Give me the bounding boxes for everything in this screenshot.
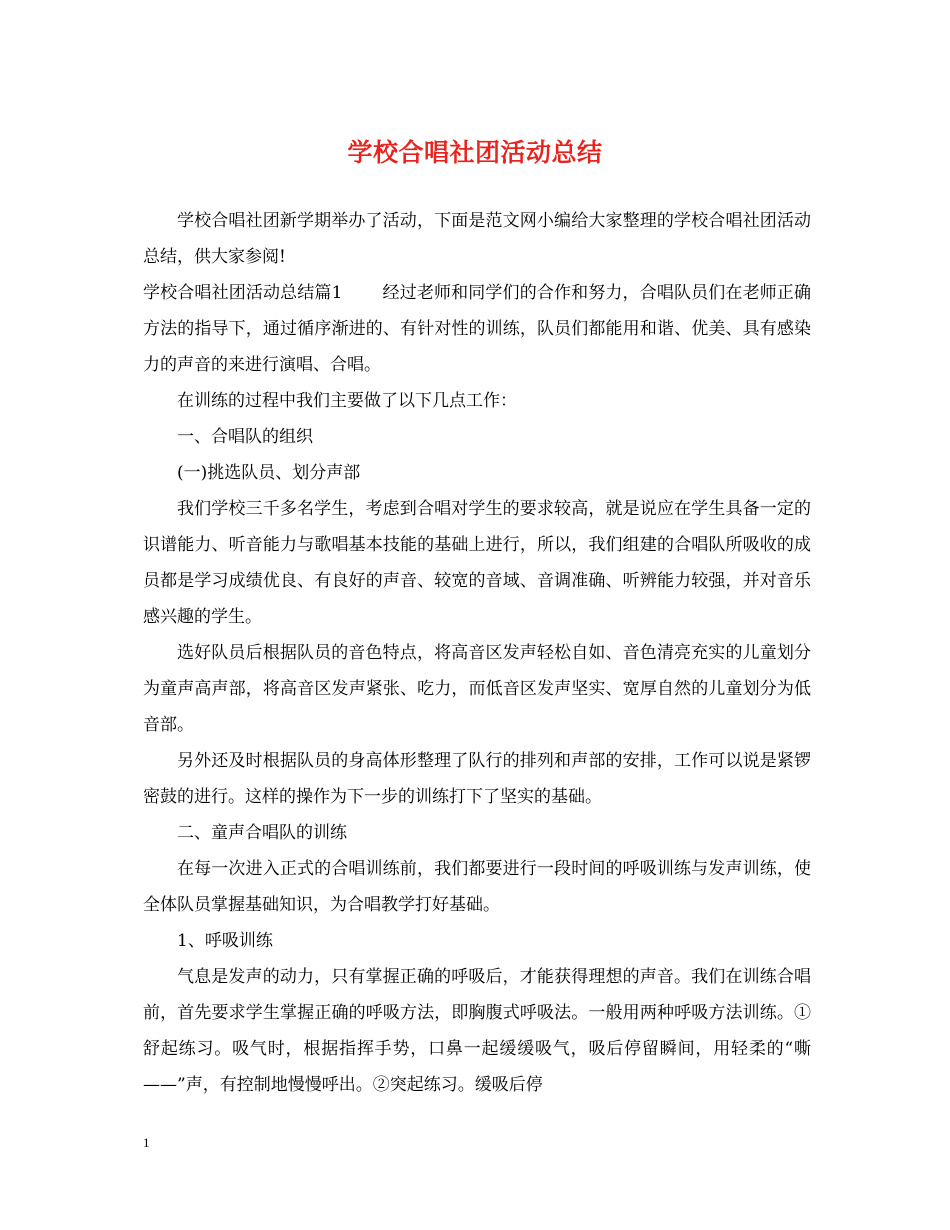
subheading-select-members: (一)挑选队员、划分声部 xyxy=(177,463,361,483)
document-body xyxy=(143,203,811,1103)
document-title: 学校合唱社团活动总结 xyxy=(347,138,603,167)
heading-organization: 一、合唱队的组织 xyxy=(177,427,313,447)
page-number: 1 xyxy=(143,1135,150,1150)
section-text: 经过老师和同学们的合作和努力，合唱队员们在老师正确方法的指导下，通过循序渐进的、有针对性的训练，队员们都能用和谐、优美、具有感染力的声音的来进行演唱、合唱。 xyxy=(143,283,811,375)
section-heading: 学校合唱社团活动总结篇1 xyxy=(143,283,343,303)
paragraph-arrangement: 另外还及时根据队员的身高体形整理了队行的排列和声部的安排，工作可以说是紧锣密鼓的进行。这样的操作为下一步的训练打下了坚实的基础。 xyxy=(143,751,811,807)
paragraph-breathing: 气息是发声的动力，只有掌握正确的呼吸后，才能获得理想的声音。我们在训练合唱前，首先要求学生掌握正确的呼吸方法，即胸腹式呼吸法。一般用两种呼吸方法训练。①舒起练习。吸气时，根据指挥手势，口鼻一起缓缓吸气，吸后停留瞬间，用轻柔的“嘶——”声，有控制地慢慢呼出。②突起练习。缓吸后停 xyxy=(143,967,811,1095)
paragraph-intro: 学校合唱社团新学期举办了活动，下面是范文网小编给大家整理的学校合唱社团活动总结，供大家参阅! xyxy=(143,211,811,267)
subheading-breathing: 1、呼吸训练 xyxy=(177,931,273,951)
paragraph-members: 我们学校三千多名学生，考虑到合唱对学生的要求较高，就是说应在学生具备一定的识谱能力、听音能力与歌唱基本技能的基础上进行，所以，我们组建的合唱队所吸收的成员都是学习成绩优良、有良好的声音、较宽的音域、音调准确、听辨能力较强，并对音乐感兴趣的学生。 xyxy=(143,499,811,627)
paragraph-section-1 xyxy=(143,275,811,383)
paragraph-work-intro: 在训练的过程中我们主要做了以下几点工作： xyxy=(177,391,517,411)
paragraph-voice-parts: 选好队员后根据队员的音色特点，将高音区发声轻松自如、音色清亮充实的儿童划分为童声高声部，将高音区发声紧张、吃力，而低音区发声坚实、宽厚自然的儿童划分为低音部。 xyxy=(143,643,811,735)
paragraph-training: 在每一次进入正式的合唱训练前，我们都要进行一段时间的呼吸训练与发声训练，使全体队员掌握基础知识，为合唱教学打好基础。 xyxy=(143,859,811,915)
heading-training: 二、童声合唱队的训练 xyxy=(177,823,347,843)
